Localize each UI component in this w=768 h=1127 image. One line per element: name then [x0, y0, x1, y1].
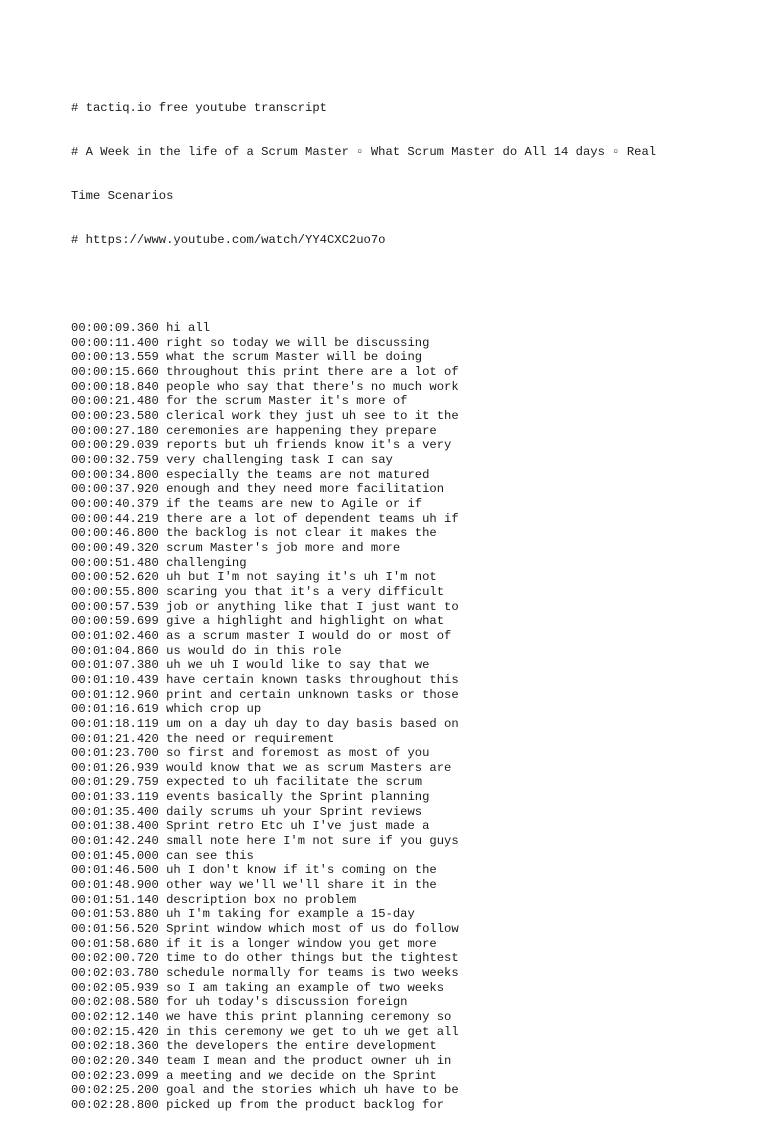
timestamp: 00:00:52.620	[71, 570, 159, 585]
transcript-line	[71, 482, 711, 497]
transcript-line	[71, 819, 711, 834]
transcript-text: small note here I'm not sure if you guys	[166, 834, 459, 849]
transcript-line	[71, 907, 711, 922]
transcript-text: us would do in this role	[166, 643, 342, 658]
timestamp: 00:00:55.800	[71, 584, 159, 599]
transcript-line	[71, 570, 711, 585]
timestamp: 00:01:04.860	[71, 643, 159, 658]
transcript-text: give a highlight and highlight on what	[166, 614, 445, 629]
transcript-line	[71, 600, 711, 615]
timestamp: 00:00:32.759	[71, 453, 159, 468]
transcript-text: have certain known tasks throughout this	[166, 672, 459, 687]
transcript-text: especially the teams are not matured	[166, 467, 430, 482]
transcript-text: right so today we will be discussing	[166, 335, 430, 350]
transcript-text: team I mean and the product owner uh in	[166, 1053, 452, 1068]
transcript-text: what the scrum Master will be doing	[166, 350, 423, 365]
header-source-line: # tactiq.io free youtube transcript	[71, 101, 327, 116]
timestamp: 00:01:38.400	[71, 819, 159, 834]
transcript-line	[71, 585, 711, 600]
transcript-text: there are a lot of dependent teams uh if	[166, 511, 459, 526]
transcript-line	[71, 644, 711, 659]
timestamp: 00:00:21.480	[71, 394, 159, 409]
transcript-line	[71, 775, 711, 790]
timestamp: 00:00:51.480	[71, 555, 159, 570]
timestamp: 00:02:05.939	[71, 980, 159, 995]
transcript-line	[71, 512, 711, 527]
transcript-text: the developers the entire development	[166, 1039, 437, 1054]
transcript-text: uh I'm taking for example a 15-day	[166, 907, 415, 922]
transcript-text: description box no problem	[166, 892, 357, 907]
transcript-text: ceremonies are happening they prepare	[166, 423, 437, 438]
transcript-line	[71, 878, 711, 893]
transcript-line	[71, 350, 711, 365]
timestamp: 00:02:00.720	[71, 951, 159, 966]
timestamp: 00:02:20.340	[71, 1053, 159, 1068]
transcript-text: if it is a longer window you get more	[166, 936, 437, 951]
transcript-line	[71, 658, 711, 673]
transcript-text: scaring you that it's a very difficult	[166, 584, 445, 599]
transcript-line	[71, 321, 711, 336]
timestamp: 00:01:26.939	[71, 760, 159, 775]
timestamp: 00:01:33.119	[71, 790, 159, 805]
transcript-text: people who say that there's no much work	[166, 379, 459, 394]
transcript-text: a meeting and we decide on the Sprint	[166, 1068, 437, 1083]
transcript-line	[71, 365, 711, 380]
transcript-text: we have this print planning ceremony so	[166, 1009, 452, 1024]
transcript-text: for uh today's discussion foreign	[166, 995, 408, 1010]
transcript-line	[71, 526, 711, 541]
transcript-line	[71, 629, 711, 644]
transcript-text: so first and foremost as most of you	[166, 746, 430, 761]
timestamp: 00:02:25.200	[71, 1083, 159, 1098]
transcript-text: would know that we as scrum Masters are	[166, 760, 452, 775]
transcript-line	[71, 438, 711, 453]
timestamp: 00:01:10.439	[71, 672, 159, 687]
transcript-line	[71, 1083, 711, 1098]
transcript-line	[71, 761, 711, 776]
timestamp: 00:00:59.699	[71, 614, 159, 629]
transcript-page	[71, 72, 711, 1127]
transcript-line	[71, 746, 711, 761]
timestamp: 00:01:23.700	[71, 746, 159, 761]
transcript-text: for the scrum Master it's more of	[166, 394, 408, 409]
timestamp: 00:01:51.140	[71, 892, 159, 907]
transcript-text: daily scrums uh your Sprint reviews	[166, 804, 423, 819]
transcript-text: goal and the stories which uh have to be	[166, 1083, 459, 1098]
transcript-text: expected to uh facilitate the scrum	[166, 775, 423, 790]
timestamp: 00:01:48.900	[71, 878, 159, 893]
transcript-text: hi all	[166, 321, 210, 336]
transcript-line	[71, 497, 711, 512]
timestamp: 00:01:12.960	[71, 687, 159, 702]
timestamp: 00:01:02.460	[71, 628, 159, 643]
transcript-text: print and certain unknown tasks or those	[166, 687, 459, 702]
timestamp: 00:02:28.800	[71, 1097, 159, 1112]
timestamp: 00:01:45.000	[71, 848, 159, 863]
transcript-text: the backlog is not clear it makes the	[166, 526, 437, 541]
transcript-text: challenging	[166, 555, 247, 570]
transcript-text: Sprint window which most of us do follow	[166, 922, 459, 937]
transcript-text: clerical work they just uh see to it the	[166, 409, 459, 424]
timestamp: 00:02:23.099	[71, 1068, 159, 1083]
timestamp: 00:02:03.780	[71, 966, 159, 981]
transcript-text: um on a day uh day to day basis based on	[166, 716, 459, 731]
transcript-text: picked up from the product backlog for	[166, 1097, 445, 1112]
transcript-text: other way we'll we'll share it in the	[166, 878, 437, 893]
transcript-line	[71, 863, 711, 878]
transcript-line	[71, 1069, 711, 1084]
transcript-text: uh we uh I would like to say that we	[166, 658, 430, 673]
transcript-text: the need or requirement	[166, 731, 335, 746]
timestamp: 00:02:15.420	[71, 1024, 159, 1039]
header-spacer	[71, 277, 711, 292]
timestamp: 00:00:57.539	[71, 599, 159, 614]
transcript-line	[71, 732, 711, 747]
transcript-line	[71, 981, 711, 996]
transcript-text: so I am taking an example of two weeks	[166, 980, 445, 995]
timestamp: 00:01:46.500	[71, 863, 159, 878]
timestamp: 00:00:40.379	[71, 497, 159, 512]
transcript-line	[71, 790, 711, 805]
transcript-line	[71, 336, 711, 351]
timestamp: 00:01:29.759	[71, 775, 159, 790]
timestamp: 00:01:42.240	[71, 834, 159, 849]
transcript-line	[71, 468, 711, 483]
timestamp: 00:00:13.559	[71, 350, 159, 365]
transcript-line	[71, 673, 711, 688]
timestamp: 00:01:58.680	[71, 936, 159, 951]
transcript-text: time to do other things but the tightest	[166, 951, 459, 966]
timestamp: 00:02:12.140	[71, 1009, 159, 1024]
transcript-body	[71, 321, 711, 1112]
timestamp: 00:00:34.800	[71, 467, 159, 482]
timestamp: 00:00:09.360	[71, 321, 159, 336]
transcript-line	[71, 394, 711, 409]
transcript-line	[71, 1025, 711, 1040]
transcript-text: uh but I'm not saying it's uh I'm not	[166, 570, 437, 585]
transcript-line	[71, 453, 711, 468]
transcript-line	[71, 380, 711, 395]
header-title-continuation: Time Scenarios	[71, 189, 174, 204]
transcript-line	[71, 995, 711, 1010]
header-url-line: # https://www.youtube.com/watch/YY4CXC2uo7o	[71, 233, 386, 248]
transcript-line	[71, 834, 711, 849]
transcript-line	[71, 1039, 711, 1054]
transcript-line	[71, 614, 711, 629]
transcript-text: reports but uh friends know it's a very	[166, 438, 452, 453]
timestamp: 00:00:23.580	[71, 409, 159, 424]
transcript-text: can see this	[166, 848, 254, 863]
transcript-line	[71, 1010, 711, 1025]
transcript-text: as a scrum master I would do or most of	[166, 628, 452, 643]
timestamp: 00:01:07.380	[71, 658, 159, 673]
timestamp: 00:00:37.920	[71, 482, 159, 497]
timestamp: 00:01:53.880	[71, 907, 159, 922]
timestamp: 00:01:16.619	[71, 702, 159, 717]
transcript-text: scrum Master's job more and more	[166, 540, 401, 555]
transcript-line	[71, 556, 711, 571]
timestamp: 00:00:29.039	[71, 438, 159, 453]
transcript-line	[71, 1098, 711, 1113]
timestamp: 00:00:49.320	[71, 540, 159, 555]
transcript-line	[71, 1054, 711, 1069]
header-title-line: # A Week in the life of a Scrum Master ▫ What Scrum Master do All 14 days ▫ Real	[71, 145, 657, 160]
transcript-line	[71, 409, 711, 424]
transcript-line	[71, 717, 711, 732]
timestamp: 00:00:44.219	[71, 511, 159, 526]
timestamp: 00:00:27.180	[71, 423, 159, 438]
transcript-text: schedule normally for teams is two weeks	[166, 966, 459, 981]
transcript-line	[71, 951, 711, 966]
transcript-line	[71, 922, 711, 937]
timestamp: 00:01:56.520	[71, 922, 159, 937]
transcript-text: Sprint retro Etc uh I've just made a	[166, 819, 430, 834]
transcript-text: which crop up	[166, 702, 262, 717]
timestamp: 00:02:08.580	[71, 995, 159, 1010]
timestamp: 00:01:18.119	[71, 716, 159, 731]
transcript-line	[71, 688, 711, 703]
transcript-text: uh I don't know if it's coming on the	[166, 863, 437, 878]
timestamp: 00:00:46.800	[71, 526, 159, 541]
timestamp: 00:01:35.400	[71, 804, 159, 819]
transcript-line	[71, 541, 711, 556]
transcript-line	[71, 702, 711, 717]
transcript-line	[71, 893, 711, 908]
transcript-text: job or anything like that I just want to	[166, 599, 459, 614]
transcript-text: if the teams are new to Agile or if	[166, 497, 423, 512]
transcript-line	[71, 849, 711, 864]
timestamp: 00:00:11.400	[71, 335, 159, 350]
transcript-text: very challenging task I can say	[166, 453, 393, 468]
transcript-text: events basically the Sprint planning	[166, 790, 430, 805]
timestamp: 00:01:21.420	[71, 731, 159, 746]
timestamp: 00:00:15.660	[71, 365, 159, 380]
transcript-text: enough and they need more facilitation	[166, 482, 445, 497]
transcript-text: in this ceremony we get to uh we get all	[166, 1024, 459, 1039]
transcript-line	[71, 966, 711, 981]
timestamp: 00:00:18.840	[71, 379, 159, 394]
transcript-line	[71, 937, 711, 952]
transcript-line	[71, 424, 711, 439]
timestamp: 00:02:18.360	[71, 1039, 159, 1054]
transcript-text: throughout this print there are a lot of	[166, 365, 459, 380]
transcript-line	[71, 805, 711, 820]
